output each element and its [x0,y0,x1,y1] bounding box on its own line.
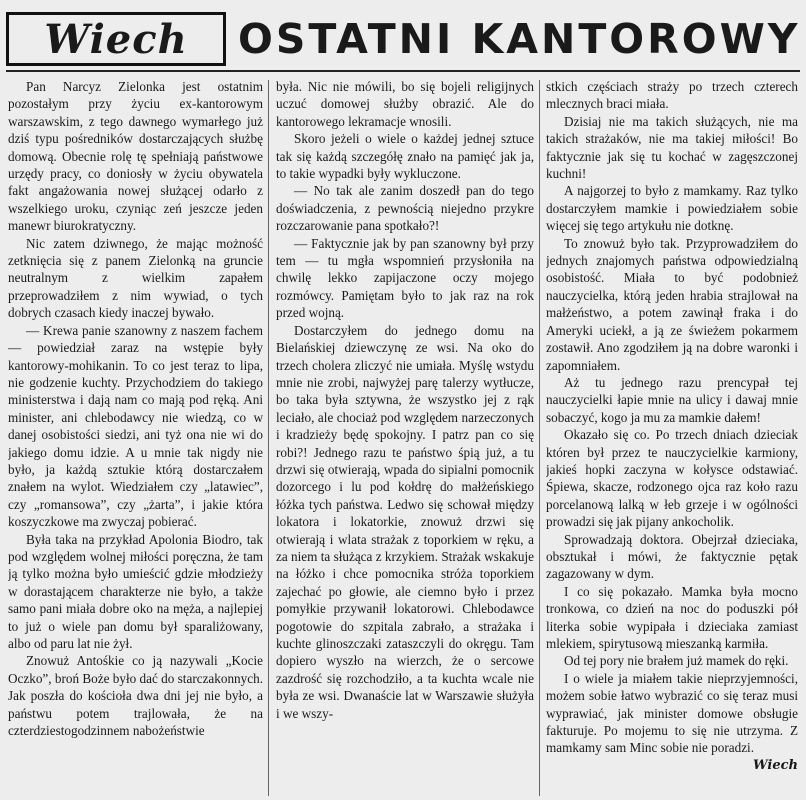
header-rule [6,70,800,72]
text-column-1 [8,78,263,800]
author-signature: Wiech [753,757,798,773]
paragraph: Nic zatem dziwnego, że mając możność zetknięcia się z panem Zielonką na gruncie neutralnym z wielkim zapałem przeprowadziłem z nim wywiad, o tych dobrych czasach kiedy inaczej bywało. [8,235,263,321]
article-header [6,6,800,68]
paragraph: Dzisiaj nie ma takich służących, nie ma takich strażaków, nie ma takiej miłości! Bo faktycznie jak się tu kochać w zagęszczonej kuchni! [546,113,798,182]
paragraph: A najgorzej to było z mamkamy. Raz tylko dostarczyłem mamkie i powiedziałem sobie więcej się tego artykułu nie dotknę. [546,183,798,234]
column-divider [539,80,540,796]
paragraph: — No tak ale zanim doszedł pan do tego doświadczenia, z pewnością niejedno przykre rozczarowanie pana spotkało?! [276,183,534,234]
paragraph: stkich częściach straży po trzech czterech mlecznych braci miała. [546,79,798,112]
paragraph: — Faktycznie jak by pan szanowny był przy tem — tu mgła wspomnień przysłoniła na chwilę lekko zapijaczone oczy mojego rozmówcy. Pamiętam było to jak raz na rok przed wojną. [276,235,534,321]
paragraph: Od tej pory nie brałem już mamek do ręki. [564,653,789,669]
paragraph: Była taka na przykład Apolonia Biodro, tak pod względem wolnej miłości poręczna, że tam ją tylko można było umieścić gdzie młodzieży w dorastającem charakterze nie było, a także samo pani miała dobre oko na męża, a najlepiej to już o wiele pan domu był sparaliżowany, albo od paru lat nie żył. [8,531,263,651]
article-title: OSTATNI KANTOROWY [238,15,801,63]
paragraph: Aż tu jednego razu prencypał tej nauczycielki łapie mnie na ulicy i dawaj mnie sobaczyć, kogo ja mu za mamkie dałem! [546,374,798,425]
text-column-2 [276,78,534,800]
paragraph: To znowuż było tak. Przyprowadziłem do jednych znajomych państwa odpowiedzialną osobistość. Miała to być podobnież nauczycielka, którą jeden hrabia strajlował na małżeństwo, a potem zawinął fraka i do Ameryki uciekł, a ją ze świeżem pokarmem zostawił. Ano zgodziłem ją na dobre waronki i zapomniałem. [546,235,798,373]
paragraph: Skoro jeżeli o wiele o każdej jednej sztuce tak się każdą szczegółę znało na pamięć jak ja, to takie wypadki były wykluczone. [276,131,534,182]
paragraph: Pan Narcyz Zielonka jest ostatnim pozostałym przy życiu ex-kantorowym warszawskim, z tego dawnego wymarłego już dziś typu pośredników dostarczających służbę domową. Obecnie rolę tę spełniają państwowe urzędy pracy, co doniosły w życiu obywatela fakt angażowania nowej służącej odarło z wszelkiego uroku, czyniąc zeń jeszcze jeden manewr biurokratyczny. [8,79,263,234]
column-divider [268,80,269,796]
paragraph: — Krewa panie szanowny z naszem fachem — powiedział zaraz na wstępie były kantorowy-mohikanin. To co jest teraz to lipa, nie godzenie kuchty. Przychodziem do takiego ministerstwa i dają nam co mają pod ręką. Ani minister, ani chlebodawcy nie wiedzą, co w danej osobistości siedzi, ani tyż ona nie wi do jakiego domu idzie. A u mnie tak nigdy nie było, ja każdą sztukie którą dostarczałem znałem na wylot. Wiedziałem czy „latawiec”, czy „romansowa”, czy „żarta”, i jakie która koszyczkowe ma zwyczaj pobierać. [8,322,263,530]
paragraph: była. Nic nie mówili, bo się bojeli religijnych uczuć domowej służby obrazić. Ale do kantorowego lekramacje wnosili. [276,79,534,129]
paragraph: Znowuż Antośkie co ją nazywali „Kocie Oczko”, broń Boże było dać do starczakonnych. Jak poszła do kościoła dwa dni jej nie było, a państwu potem trajlowała, że na czterdziestogodzinnem nabożeństwie [8,653,263,739]
text-column-3 [546,78,798,800]
paragraph: Dostarczyłem do jednego domu na Bielańskiej dziewczynę ze wsi. Na oko do trzech cholera zliczyć nie umiała. Myślę wstydu mnie nie zrobi, najwyżej parę talerzy wytłucze, bo taka była sztywna, że wszystko jej z rąk leciało, ale chociaż pod względem narzeczonych i kradzieży będę spokojny. I patrz pan co się robi?! Jednego razu te państwo śpią już, a tu drzwi się otwierają, wpada do sipialni pomocnik dozorcego i lu pod kołdrę do małżeńskiego łóżka tych państwa. Ledwo się schował między lokatora i lokatorkie, znowuż drzwi się otwierają i wlata strażak z toporkiem w ręku, a za niem ta służąca z krzykiem. Strażak wskakuje na łóżko i chce pomocnika stróża toporkiem zajechać po głowie, ale ciemno było i przez pomyłkie przywanił lokatorowi. Chlebodawce pogotowie do szpitala zabrało, a strażaka i kuchte glinoszczaki zataszczyli do okręgu. Tam dopiero wyszło na wierzch, że o sercowe zazdrość się rozchodziło, a ta kuchta wcale nie była ze wsi. Dwanaście lat w Warszawie służyła i we wszy- [276,322,534,721]
column-logo: Wiech [6,12,226,66]
paragraph: Okazało się co. Po trzech dniach dzieciak któren był przez te nauczycielkie karmiony, jakieś hopki zaczyna w kołysce odstawiać. Śpiewa, skacze, rodzonego ojca raz koło razu porcelanową lalką w łeb grzeje i w ogólności prowadzi się jak pijany ankocholik. [546,427,798,530]
paragraph: I o wiele ja miałem takie nieprzyjemności, możem sobie łatwo wybrazić co się teraz musi wyprawiać, jak minister domowe obsługie fakturuje. Po mojemu to się nie utrzyma. Z mamkamy sam Minc sobie nie poradzi. [546,670,798,756]
paragraph: I co się pokazało. Mamka była mocno tronkowa, co dzień na noc do poduszki pół literka sobie wypipała i dzieciaka zamiast mlekiem, spirytusową mieszanką karmiła. [546,583,798,651]
paragraph: Sprowadzają doktora. Obejrzał dzieciaka, obsztukał i mówi, że faktycznie pętak zagazowany w dym. [546,531,798,582]
